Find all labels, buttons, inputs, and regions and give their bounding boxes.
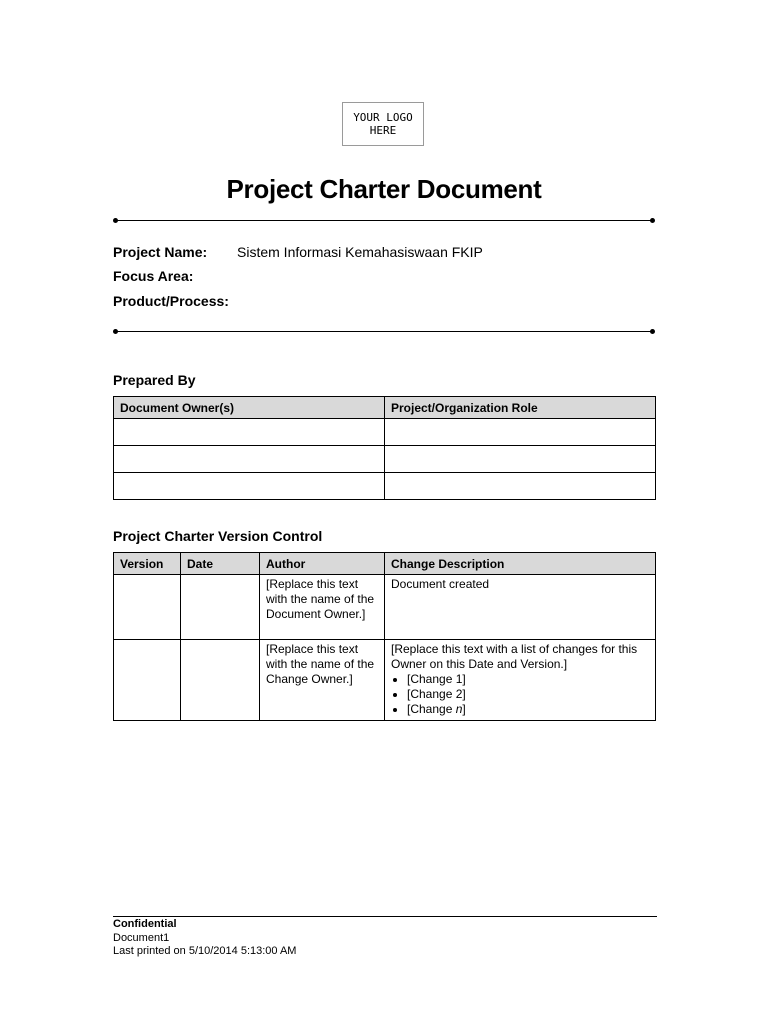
prepared-by-table xyxy=(113,396,656,500)
table-row xyxy=(114,446,656,473)
change-item: • [Change 2] xyxy=(407,687,649,702)
focus-area-label: Focus Area: xyxy=(113,268,194,284)
logo-text: YOUR LOGO HERE xyxy=(353,111,413,137)
table-header-row xyxy=(114,553,656,575)
product-process-label: Product/Process: xyxy=(113,293,229,309)
table-row xyxy=(114,473,656,500)
header-document-owners: Document Owner(s) xyxy=(114,397,385,419)
table-row xyxy=(114,640,656,721)
description-text: [Replace this text with a list of changes for this Owner on this Date and Version.] xyxy=(391,642,638,671)
table-cell[interactable] xyxy=(385,446,656,473)
description-cell[interactable]: Document created xyxy=(385,575,656,640)
version-cell[interactable] xyxy=(114,575,181,640)
author-cell[interactable]: [Replace this text with the name of the Document Owner.] xyxy=(260,575,385,640)
description-cell[interactable] xyxy=(385,640,656,721)
change-item-italic: n xyxy=(455,702,463,716)
table-header-row xyxy=(114,397,656,419)
header-author: Author xyxy=(260,553,385,575)
table-cell[interactable] xyxy=(114,473,385,500)
header-date: Date xyxy=(181,553,260,575)
header-version: Version xyxy=(114,553,181,575)
table-cell[interactable] xyxy=(114,419,385,446)
table-row xyxy=(114,419,656,446)
author-cell[interactable]: [Replace this text with the name of the Change Owner.] xyxy=(260,640,385,721)
page-title: Project Charter Document xyxy=(226,174,542,204)
change-item: • [Change 1] xyxy=(407,672,649,687)
change-item-close: ] xyxy=(462,702,466,716)
change-item xyxy=(407,702,649,717)
change-list xyxy=(391,672,649,717)
version-cell[interactable] xyxy=(114,640,181,721)
project-name-label: Project Name: xyxy=(113,244,208,260)
change-item-text: [Change xyxy=(407,702,456,716)
date-cell[interactable] xyxy=(181,575,260,640)
table-row xyxy=(114,575,656,640)
footer-document-name: Document1 xyxy=(113,932,170,944)
date-cell[interactable] xyxy=(181,640,260,721)
table-cell[interactable] xyxy=(385,419,656,446)
table-cell[interactable] xyxy=(114,446,385,473)
footer-divider xyxy=(113,916,657,917)
header-role: Project/Organization Role xyxy=(385,397,656,419)
version-control-table xyxy=(113,552,656,721)
footer-printed-date: Last printed on 5/10/2014 5:13:00 AM xyxy=(113,945,297,957)
top-divider xyxy=(115,220,653,221)
footer-confidential: Confidential xyxy=(113,918,177,930)
version-control-heading: Project Charter Version Control xyxy=(113,528,323,544)
bottom-divider xyxy=(115,331,653,332)
project-name-value: Sistem Informasi Kemahasiswaan FKIP xyxy=(237,244,483,260)
logo-placeholder xyxy=(342,102,424,146)
table-cell[interactable] xyxy=(385,473,656,500)
prepared-by-heading: Prepared By xyxy=(113,372,196,388)
header-change-description: Change Description xyxy=(385,553,656,575)
